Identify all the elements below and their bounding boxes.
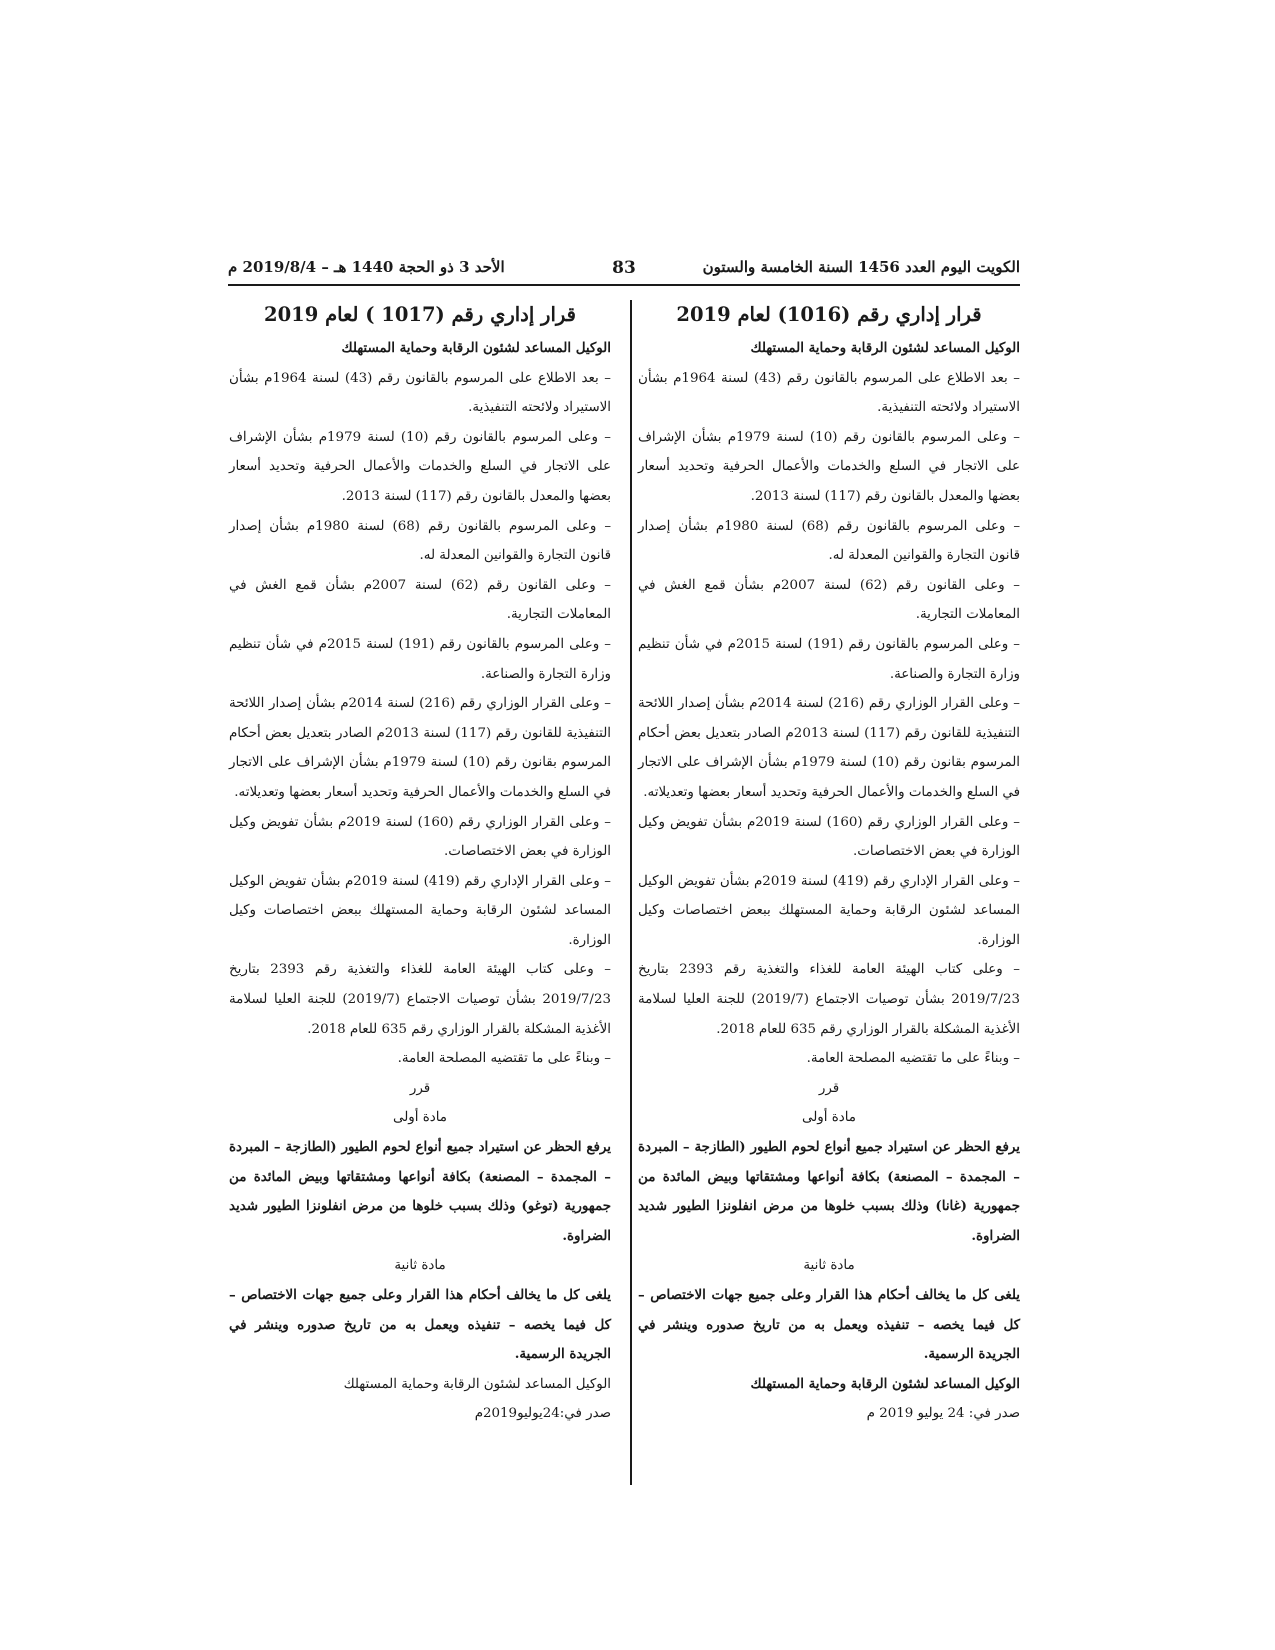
decision-1016 (638, 300, 1020, 1429)
signature-line: الوكيل المساعد لشئون الرقابة وحماية المستهلك (750, 1375, 1020, 1392)
article-heading: مادة ثانية (394, 1258, 446, 1274)
issue-date-line: صدر في: 24 يوليو 2019 م (866, 1406, 1020, 1422)
decided-heading: قرر (818, 1080, 840, 1096)
preamble-clause: – بعد الاطلاع على المرسوم بالقانون رقم (43) لسنة 1964م بشأن الاستيراد ولائحته التنفيذية. (638, 370, 1020, 416)
article-text: يلغى كل ما يخالف أحكام هذا القرار وعلى جميع جهات الاختصاص – كل فيما يخصه – تنفيذه ويعمل به من تاريخ صدوره وينشر في الجريدة الرسمية. (229, 1287, 611, 1363)
preamble-clause: – وعلى القرار الوزاري رقم (216) لسنة 2014م بشأن إصدار اللائحة التنفيذية للقانون رقم (117) لسنة 2013م الصادر بتعديل بعض أحكام المرسوم بقانون رقم (10) لسنة 1979م بشأن الإشراف على الاتجار في السلع والخدمات والأعمال الحرفية وتحديد أسعار بعضها وتعديلاته. (229, 696, 612, 800)
preamble-clause: – وبناءً على ما تقتضيه المصلحة العامة. (397, 1051, 611, 1067)
decision-title: قرار إداري رقم (1017 ) لعام 2019 (264, 303, 576, 326)
issue-date: الأحد 3 ذو الحجة 1440 هـ – 2019/8/4 م (228, 258, 505, 276)
signature-line: الوكيل المساعد لشئون الرقابة وحماية المستهلك (343, 1376, 611, 1392)
issue-date-line: صدر في:24يوليو2019م (474, 1406, 611, 1422)
preamble-clause: – وعلى المرسوم بالقانون رقم (191) لسنة 2015م في شأن تنظيم وزارة التجارة والصناعة. (229, 636, 612, 682)
article-text: يرفع الحظر عن استيراد جميع أنواع لحوم الطيور (الطازجة – المبردة – المجمدة – المصنعة) بكافة أنواعها ومشتقاتها وبيض المائدة من جمهورية (توغو) وذلك بسبب خلوها من مرض انفلونزا الطيور شديد الضراوة. (229, 1139, 611, 1244)
article-heading: مادة أولى (393, 1110, 447, 1126)
page-number: 83 (612, 258, 636, 278)
decision-1017 (229, 300, 611, 1429)
preamble-clause: – وعلى القرار الوزاري رقم (216) لسنة 2014م بشأن إصدار اللائحة التنفيذية للقانون رقم (117) لسنة 2013م الصادر بتعديل بعض أحكام المرسوم بقانون رقم (10) لسنة 1979م بشأن الإشراف على الاتجار في السلع والخدمات والأعمال الحرفية وتحديد أسعار بعضها وتعديلاته. (638, 696, 1021, 800)
preamble-clause: – بعد الاطلاع على المرسوم بالقانون رقم (43) لسنة 1964م بشأن الاستيراد ولائحته التنفيذية. (229, 370, 611, 416)
page-header (228, 258, 1020, 286)
preamble-clause: – وعلى القانون رقم (62) لسنة 2007م بشأن قمع الغش في المعاملات التجارية. (638, 577, 1020, 623)
article-text: يلغى كل ما يخالف أحكام هذا القرار وعلى جميع جهات الاختصاص – كل فيما يخصه – تنفيذه ويعمل به من تاريخ صدوره وينشر في الجريدة الرسمية. (638, 1287, 1020, 1363)
column-divider (630, 300, 632, 1485)
preamble-clause: – وعلى كتاب الهيئة العامة للغذاء والتغذية رقم 2393 بتاريخ 2019/7/23 بشأن توصيات الاجتماع (2019/7) للجنة العليا لسلامة الأغذية المشكلة بالقرار الوزاري رقم 635 للعام 2018. (229, 962, 612, 1037)
issuer-line: الوكيل المساعد لشئون الرقابة وحماية المستهلك (750, 340, 1020, 356)
preamble-clause: – وعلى كتاب الهيئة العامة للغذاء والتغذية رقم 2393 بتاريخ 2019/7/23 بشأن توصيات الاجتماع (2019/7) للجنة العليا لسلامة الأغذية المشكلة بالقرار الوزاري رقم 635 للعام 2018. (638, 962, 1021, 1037)
preamble-clause: – وعلى القرار الوزاري رقم (160) لسنة 2019م بشأن تفويض وكيل الوزارة في بعض الاختصاصات. (229, 814, 611, 860)
issuer-line: الوكيل المساعد لشئون الرقابة وحماية المستهلك (341, 340, 611, 356)
preamble-clause: – وعلى المرسوم بالقانون رقم (10) لسنة 1979م بشأن الإشراف على الاتجار في السلع والخدمات والأعمال الحرفية وتحديد أسعار بعضها والمعدل بالقانون رقم (117) لسنة 2013. (229, 429, 612, 504)
article-heading: مادة أولى (802, 1110, 856, 1126)
preamble-clause: – وبناءً على ما تقتضيه المصلحة العامة. (806, 1051, 1020, 1067)
publication-issue: الكويت اليوم العدد 1456 السنة الخامسة والستون (702, 258, 1020, 276)
preamble-clause: – وعلى المرسوم بالقانون رقم (10) لسنة 1979م بشأن الإشراف على الاتجار في السلع والخدمات والأعمال الحرفية وتحديد أسعار بعضها والمعدل بالقانون رقم (117) لسنة 2013. (638, 429, 1021, 504)
preamble-clause: – وعلى المرسوم بالقانون رقم (191) لسنة 2015م في شأن تنظيم وزارة التجارة والصناعة. (638, 636, 1021, 682)
preamble-clause: – وعلى القرار الإداري رقم (419) لسنة 2019م بشأن تفويض الوكيل المساعد لشئون الرقابة وحماية المستهلك ببعض اختصاصات وكيل الوزارة. (229, 873, 611, 948)
preamble-clause: – وعلى القرار الوزاري رقم (160) لسنة 2019م بشأن تفويض وكيل الوزارة في بعض الاختصاصات. (638, 814, 1020, 860)
preamble-clause: – وعلى المرسوم بالقانون رقم (68) لسنة 1980م بشأن إصدار قانون التجارة والقوانين المعدلة له. (229, 518, 612, 564)
preamble-clause: – وعلى المرسوم بالقانون رقم (68) لسنة 1980م بشأن إصدار قانون التجارة والقوانين المعدلة له. (638, 518, 1021, 564)
decision-title: قرار إداري رقم (1016) لعام 2019 (676, 303, 982, 326)
decided-heading: قرر (409, 1080, 431, 1096)
preamble-clause: – وعلى القانون رقم (62) لسنة 2007م بشأن قمع الغش في المعاملات التجارية. (229, 577, 611, 623)
article-heading: مادة ثانية (803, 1258, 855, 1274)
preamble-clause: – وعلى القرار الإداري رقم (419) لسنة 2019م بشأن تفويض الوكيل المساعد لشئون الرقابة وحماية المستهلك ببعض اختصاصات وكيل الوزارة. (638, 873, 1020, 948)
article-text: يرفع الحظر عن استيراد جميع أنواع لحوم الطيور (الطازجة – المبردة – المجمدة – المصنعة) بكافة أنواعها ومشتقاتها وبيض المائدة من جمهورية (غانا) وذلك بسبب خلوها من مرض انفلونزا الطيور شديد الضراوة. (638, 1139, 1020, 1244)
